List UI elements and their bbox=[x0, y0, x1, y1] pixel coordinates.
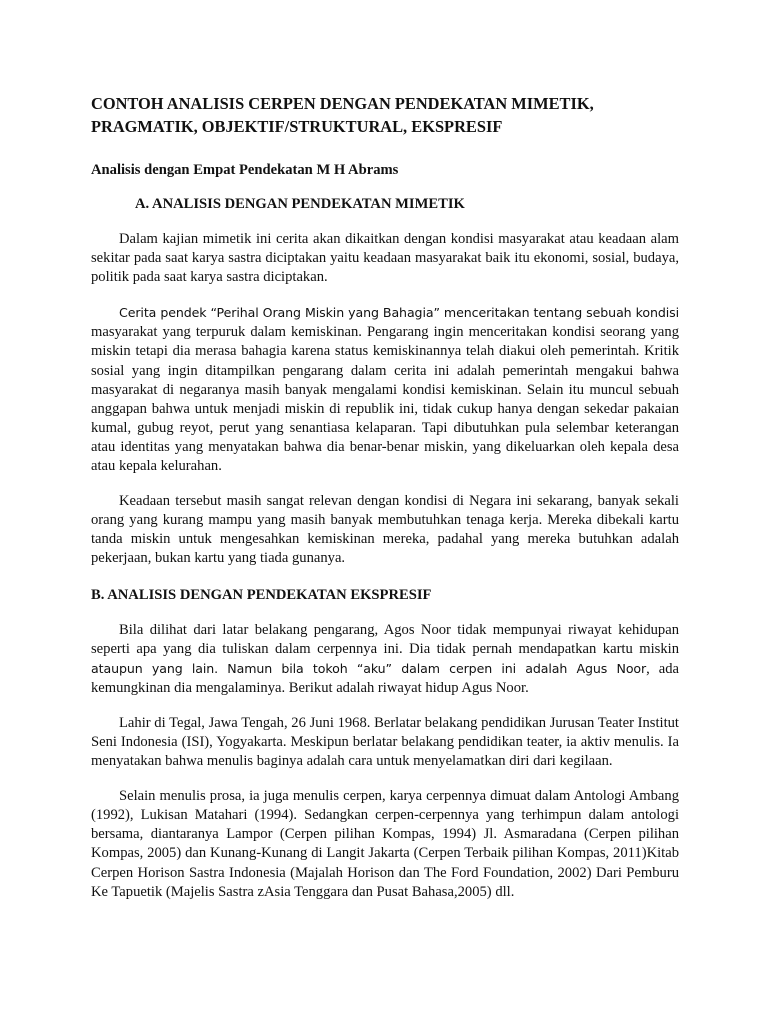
paragraph-b1-end: , ada kemungkinan dia mengalaminya. Berikut adalah riwayat hidup Agus Noor. bbox=[91, 660, 679, 696]
section-a-paragraph-1: Dalam kajian mimetik ini cerita akan dikaitkan dengan kondisi masyarakat atau keadaan alam sekitar pada saat karya sastra diciptakan yaitu keadaan masyarakat baik itu ekonomi, sosial, budaya, politik pada saat karya sastra diciptakan. bbox=[91, 231, 679, 286]
document-title bbox=[91, 92, 679, 138]
section-a-paragraph-3: Keadaan tersebut masih sangat relevan dengan kondisi di Negara ini sekarang, banyak sekali orang yang kurang mampu yang masih banyak membutuhkan tenaga kerja. Mereka dibekali kartu tanda miskin untuk mengesahkan kemiskinan mereka, padahal yang mereka butuhkan adalah pekerjaan, bukan kartu yang tiada gunanya. bbox=[91, 493, 679, 567]
title-line-1: CONTOH ANALISIS CERPEN DENGAN PENDEKATAN MIMETIK, bbox=[91, 94, 594, 113]
section-b-paragraph-3: Selain menulis prosa, ia juga menulis cerpen, karya cerpennya dimuat dalam Antologi Ambang (1992), Lukisan Matahari (1994). Sedangkan cerpen-cerpennya yang terhimpun dalam antologi bersama, diantaranya Lampor (Cerpen pilihan Kompas, 1994) Jl. Asmaradana (Cerpen pilihan Kompas, 2005) dan Kunang-Kunang di Langit Jakarta (Cerpen Terbaik pilihan Kompas, 2011)Kitab Cerpen Horison Sastra Indonesia (Majalah Horison dan The Ford Foundation, 2002) Dari Pemburu Ke Tapuetik (Majelis Sastra zAsia Tenggara dan Pusat Bahasa,2005) dll. bbox=[91, 788, 679, 900]
section-a-paragraph-2 bbox=[91, 303, 679, 476]
paragraph-b1-middle: ataupun yang lain. Namun bila tokoh “aku” dalam cerpen ini adalah Agus Noor bbox=[91, 660, 647, 676]
section-b-heading: B. ANALISIS DENGAN PENDEKATAN EKSPRESIF bbox=[91, 586, 432, 603]
paragraph-2-body: masyarakat yang terpuruk dalam kemiskinan. Pengarang ingin menceritakan kondisi seorang yang miskin tetapi dia merasa bahagia karena status kemiskinannya telah diakui oleh pemerintah. Kritik sosial yang ingin ditampilkan pengarang dalam cerita ini adalah pemerintah mengakui bahwa masyarakat di negaranya masih banyak mengalami kondisi kemiskinan. Selain itu muncul sebuah anggapan bahwa untuk menjadi miskin di republik ini, tidak cukup hanya dengan sekedar pakaian kumal, gubug reyot, perut yang senantiasa kelaparan. Tapi dibutuhkan pula selembar keterangan atau identitas yang menyatakan bahwa dia benar-benar miskin, yang dikeluarkan oleh kepala desa atau kepala kelurahan. bbox=[91, 324, 679, 475]
document-page bbox=[91, 92, 679, 918]
title-line-2: PRAGMATIK, OBJEKTIF/STRUKTURAL, EKSPRESIF bbox=[91, 117, 503, 136]
paragraph-2-opening: Cerita pendek “Perihal Orang Miskin yang Bahagia” menceritakan tentang sebuah kondisi bbox=[119, 305, 679, 321]
document-subtitle: Analisis dengan Empat Pendekatan M H Abrams bbox=[91, 162, 399, 178]
section-b-paragraph-2: Lahir di Tegal, Jawa Tengah, 26 Juni 1968. Berlatar belakang pendidikan Jurusan Teater Institut Seni Indonesia (ISI), Yogyakarta. Meskipun berlatar belakang pendidikan teater, ia aktiv menulis. Ia menyatakan bahwa menulis baginya adalah cara untuk menyelamatkan diri dari kegilaan. bbox=[91, 714, 679, 770]
section-b-paragraph-1 bbox=[91, 621, 679, 698]
section-a-heading: A. ANALISIS DENGAN PENDEKATAN MIMETIK bbox=[135, 196, 465, 212]
paragraph-b1-start: Bila dilihat dari latar belakang pengarang, Agos Noor tidak mempunyai riwayat kehidupan seperti apa yang dia tuliskan dalam cerpennya ini. Dia tidak pernah mendapatkan kartu miskin bbox=[91, 621, 679, 657]
